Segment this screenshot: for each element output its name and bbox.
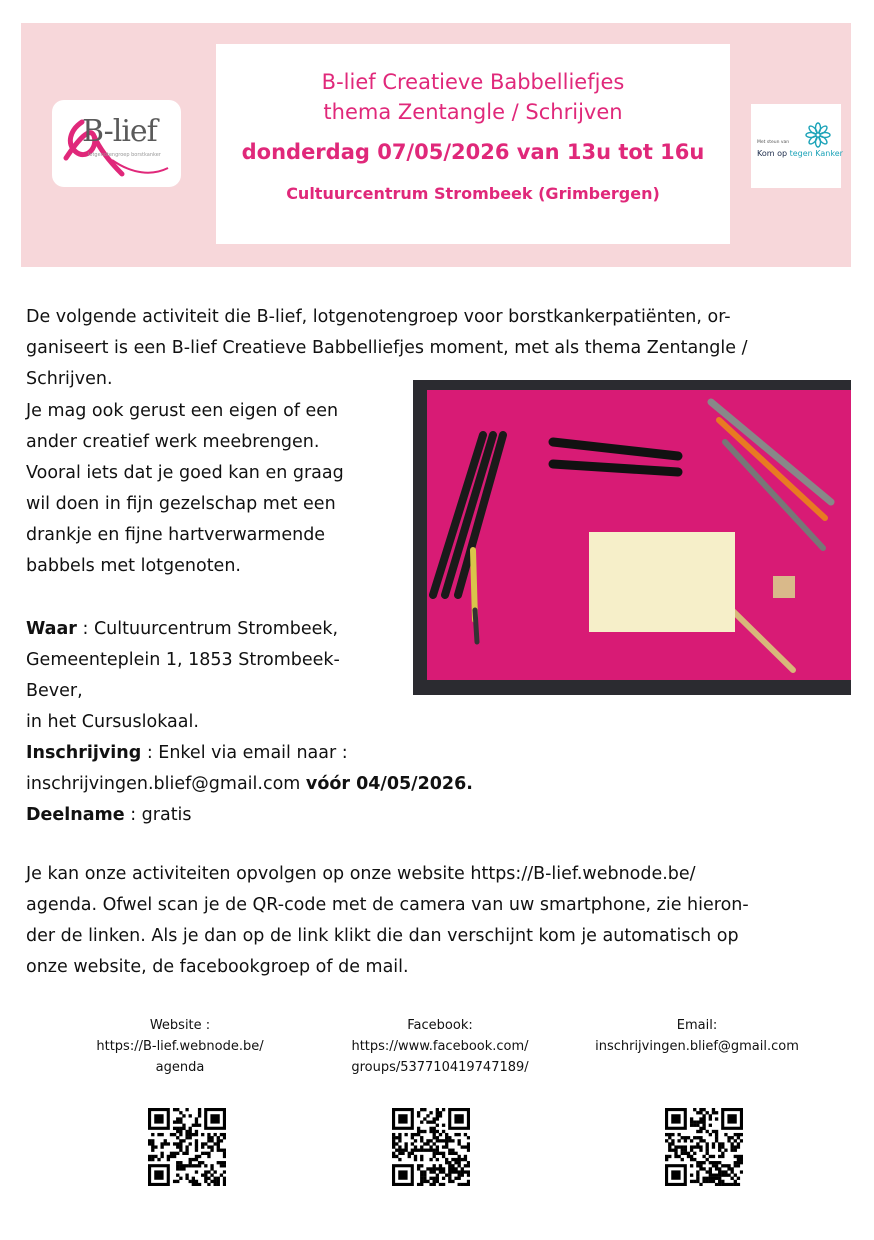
- email-address[interactable]: inschrijvingen.blief@gmail.com: [595, 1039, 799, 1054]
- email-qr-icon[interactable]: [665, 1108, 743, 1186]
- waar-text: in het Cursuslokaal.: [26, 712, 199, 732]
- blief-logo: [52, 100, 181, 187]
- event-title: B-lief Creatieve Babbelliefjes: [321, 70, 625, 94]
- email-label: Email:: [676, 1018, 718, 1033]
- website-url[interactable]: https://B-lief.webnode.be/: [96, 1039, 264, 1054]
- sponsor-name: [757, 149, 843, 158]
- intro-line: De volgende activiteit die B-lief, lotgenotengroep voor borstkankerpatiënten, or-: [26, 307, 731, 327]
- deadline-text: vóór 04/05/2026.: [305, 774, 473, 794]
- website-label: Website :: [149, 1018, 211, 1033]
- intro-line: babbels met lotgenoten.: [26, 556, 241, 576]
- outro-line: der de linken. Als je dan op de link klikt die dan verschijnt kom je automatisch op: [26, 926, 739, 946]
- intro-line: Schrijven.: [26, 369, 113, 389]
- facebook-url[interactable]: https://www.facebook.com/: [351, 1039, 529, 1054]
- intro-continued: [26, 396, 406, 582]
- details-block: [26, 614, 586, 831]
- outro-line: agenda. Ofwel scan je de QR-code met de camera van uw smartphone, zie hieron-: [26, 895, 749, 915]
- email-link-block: [587, 1015, 807, 1057]
- inschrijving-text: : Enkel via email naar :: [141, 743, 348, 763]
- facebook-qr-icon[interactable]: [392, 1108, 470, 1186]
- deelname-label: Deelname: [26, 805, 125, 825]
- facebook-url-cont[interactable]: groups/537710419747189/: [351, 1060, 529, 1075]
- sponsor-name-part2: tegen Kanker: [789, 149, 843, 158]
- website-link-block: [70, 1015, 290, 1078]
- intro-line: Je mag ook gerust een eigen of een: [26, 401, 339, 421]
- intro-line: drankje en fijne hartverwarmende: [26, 525, 326, 545]
- deelname-text: : gratis: [124, 805, 192, 825]
- website-qr-icon[interactable]: [148, 1108, 226, 1186]
- blief-logo-tagline: lotgenotengroep borstkanker: [88, 152, 161, 158]
- event-date: donderdag 07/05/2026 van 13u tot 16u: [241, 140, 705, 164]
- sponsor-small-text: Met steun van: [757, 140, 790, 145]
- facebook-link-block: [330, 1015, 550, 1078]
- inschrijving-label: Inschrijving: [26, 743, 142, 763]
- blief-logo-text: B-lief: [82, 114, 157, 149]
- outro-line: Je kan onze activiteiten opvolgen op onze website https://B-lief.webnode.be/: [26, 864, 696, 884]
- waar-text: Bever,: [26, 681, 83, 701]
- intro-line: wil doen in fijn gezelschap met een: [26, 494, 336, 514]
- facebook-label: Facebook:: [407, 1018, 473, 1033]
- website-url-cont[interactable]: agenda: [155, 1060, 205, 1075]
- outro-paragraph: [26, 859, 846, 983]
- flower-icon: [805, 122, 831, 148]
- event-venue: Cultuurcentrum Strombeek (Grimbergen): [286, 184, 660, 203]
- outro-line: onze website, de facebookgroep of de mail.: [26, 957, 409, 977]
- kom-op-tegen-kanker-logo: [751, 104, 841, 188]
- waar-text: : Cultuurcentrum Strombeek,: [76, 619, 339, 639]
- intro-line: ander creatief werk meebrengen.: [26, 432, 320, 452]
- intro-line: Vooral iets dat je goed kan en graag: [26, 463, 344, 483]
- email-text: inschrijvingen.blief@gmail.com: [26, 774, 306, 794]
- waar-label: Waar: [26, 619, 77, 639]
- event-theme: thema Zentangle / Schrijven: [323, 100, 623, 124]
- waar-text: Gemeenteplein 1, 1853 Strombeek-: [26, 650, 340, 670]
- intro-line: ganiseert is een B-lief Creatieve Babbelliefjes moment, met als thema Zentangle /: [26, 338, 748, 358]
- sponsor-name-part1: Kom op: [757, 149, 788, 158]
- title-box: [216, 44, 730, 244]
